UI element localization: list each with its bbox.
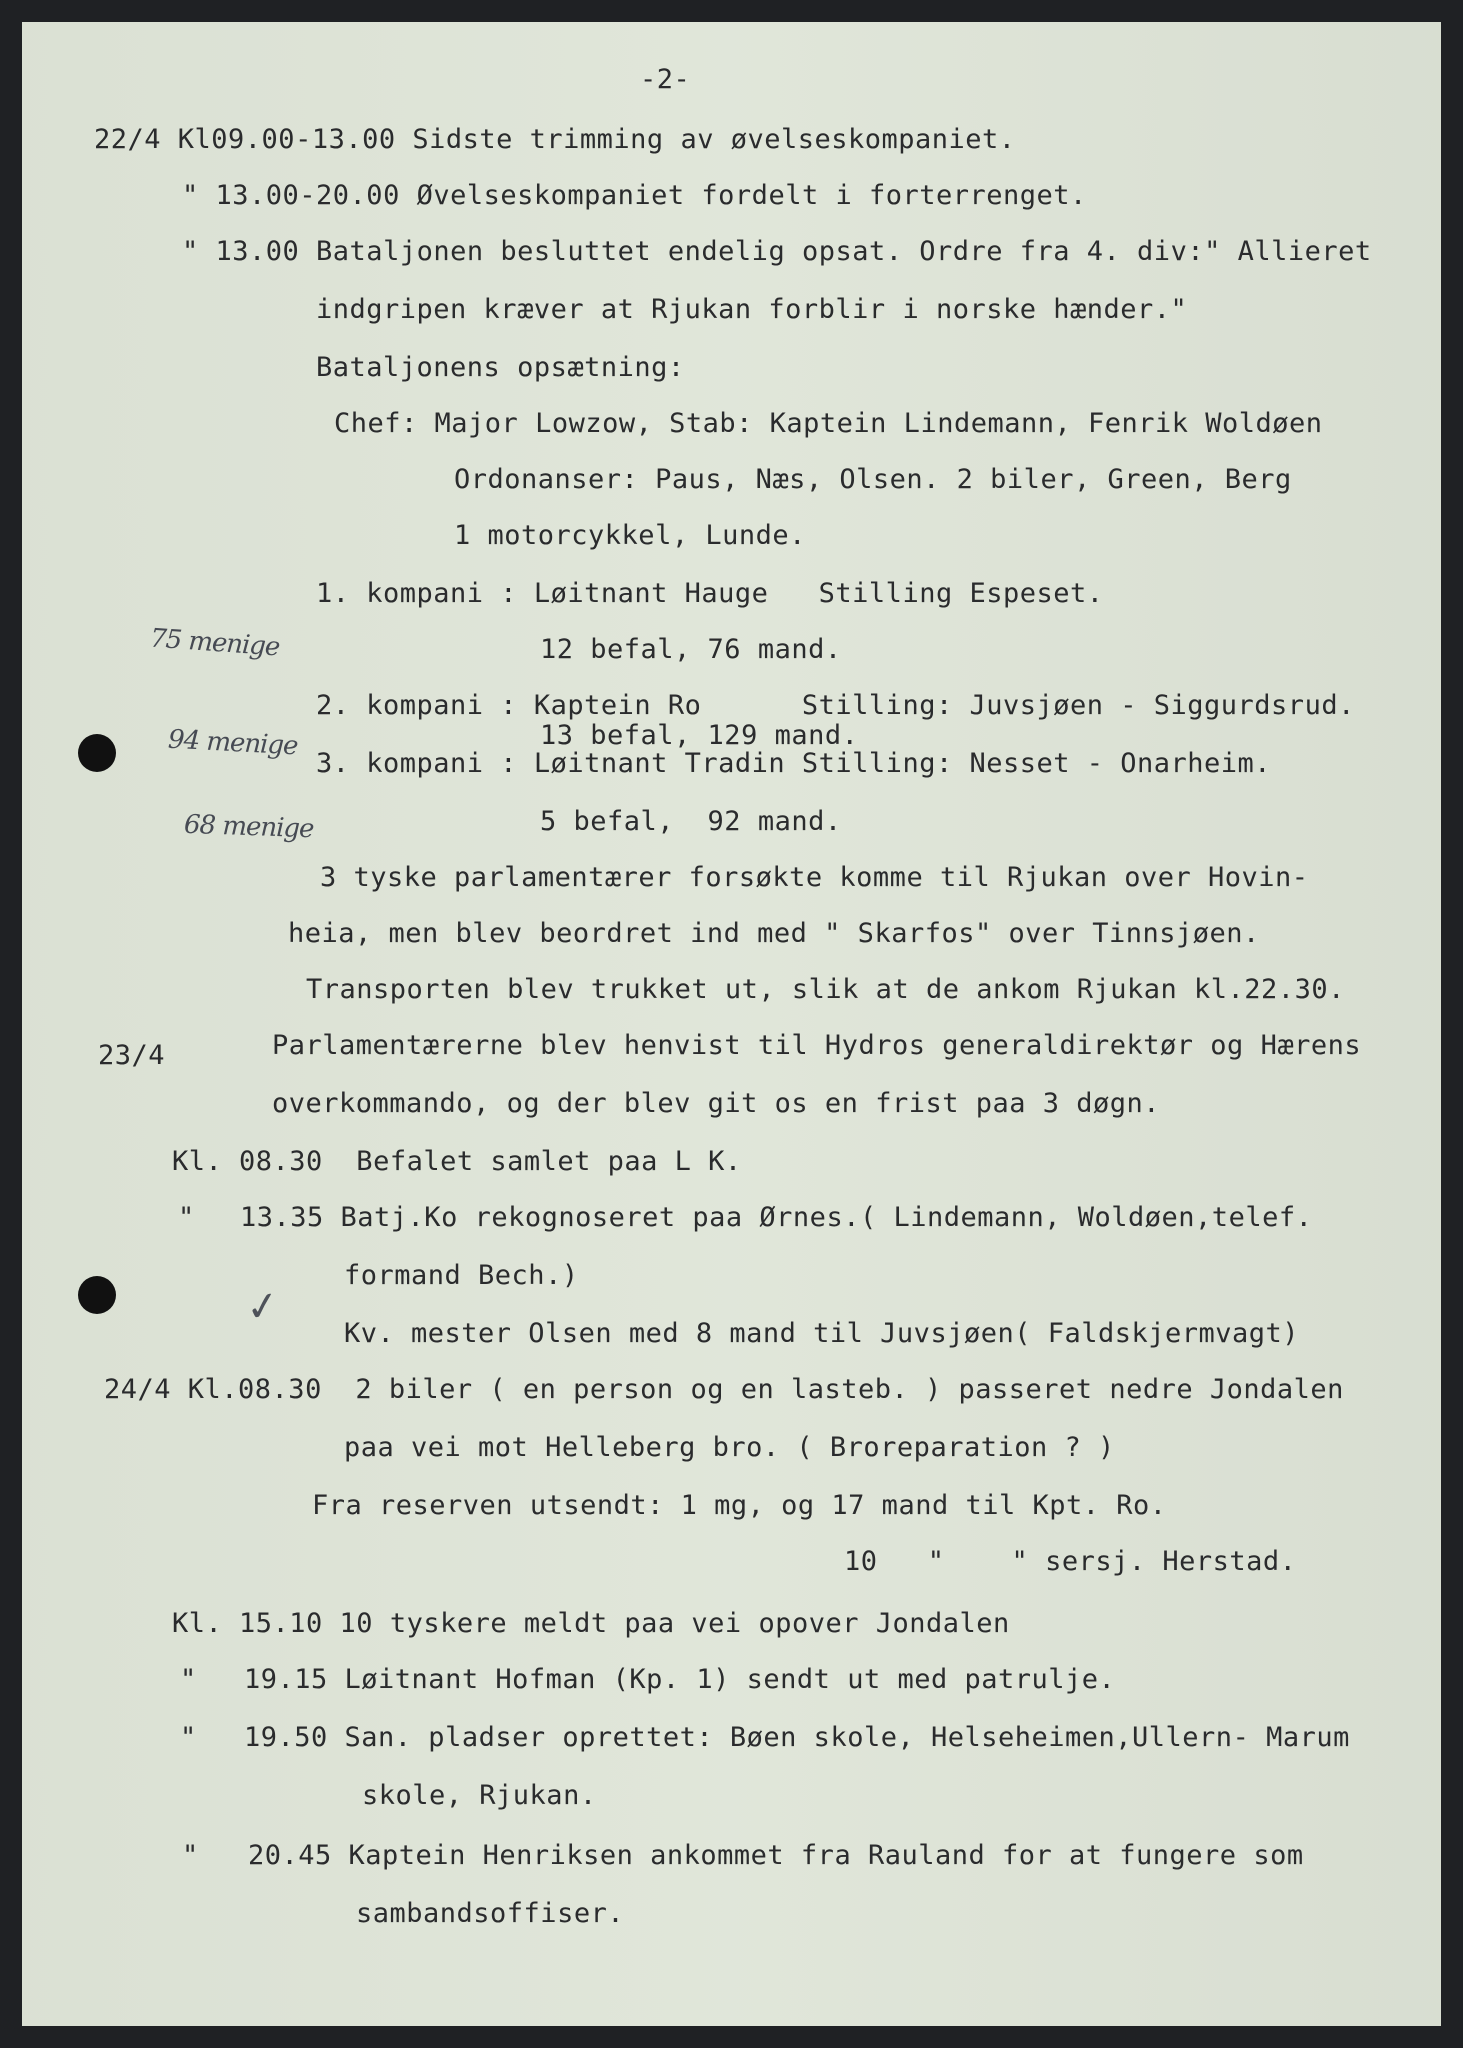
text-line: Fra reserven utsendt: 1 mg, og 17 mand til Kpt. Ro.	[312, 1490, 1167, 1521]
text-line: "	[180, 1722, 197, 1753]
text-line: 12 befal, 76 mand.	[540, 634, 842, 665]
text-line: Transporten blev trukket ut, slik at de ankom Rjukan kl.22.30.	[306, 974, 1345, 1005]
text-line: overkommando, og der blev git os en frist paa 3 døgn.	[272, 1088, 1161, 1119]
text-line: 1. kompani : Løitnant Hauge Stilling Espeset.	[316, 578, 1104, 609]
text-line: paa vei mot Helleberg bro. ( Broreparation ? )	[344, 1432, 1115, 1463]
text-line: 13 befal, 129 mand.	[540, 720, 859, 751]
page-number: -2-	[640, 64, 691, 95]
text-line: 24/4 Kl.08.30 2 biler ( en person og en lasteb. ) passeret nedre Jondalen	[104, 1374, 1344, 1405]
margin-note: 75 menige	[149, 623, 281, 663]
text-line: 3 tyske parlamentærer forsøkte komme til Rjukan over Hovin-	[320, 862, 1309, 893]
text-line: Chef: Major Lowzow, Stab: Kaptein Lindemann, Fenrik Woldøen	[334, 408, 1323, 439]
text-line: Parlamentærerne blev henvist til Hydros generaldirektør og Hærens	[272, 1030, 1362, 1061]
document-page	[22, 22, 1441, 2026]
text-line: " 13.00-20.00 Øvelseskompaniet fordelt i forterrenget.	[182, 180, 1087, 211]
text-line: "	[178, 1202, 195, 1233]
check-mark-icon: ✓	[242, 1281, 283, 1333]
text-line: " 13.00 Bataljonen besluttet endelig opsat. Ordre fra 4. div:" Allieret	[182, 236, 1372, 267]
text-line: 23/4	[98, 1040, 166, 1071]
text-line: 5 befal, 92 mand.	[540, 806, 842, 837]
text-line: formand Bech.)	[344, 1260, 579, 1291]
text-line: 10 " " sersj. Herstad.	[844, 1546, 1297, 1577]
punch-hole	[78, 1276, 116, 1314]
text-line: Kl. 15.10 10 tyskere meldt paa vei opover Jondalen	[172, 1608, 1010, 1639]
text-line: Ordonanser: Paus, Næs, Olsen. 2 biler, Green, Berg	[454, 464, 1292, 495]
text-line: sambandsoffiser.	[356, 1898, 625, 1929]
text-line: Bataljonens opsætning:	[316, 352, 685, 383]
margin-note: 68 menige	[183, 809, 314, 845]
text-line: 13.35 Batj.Ko rekognoseret paa Ørnes.( Lindemann, Woldøen,telef.	[240, 1202, 1313, 1233]
margin-note: 94 menige	[167, 724, 299, 762]
text-line: 3. kompani : Løitnant Tradin Stilling: Nesset - Onarheim.	[316, 748, 1272, 779]
text-line: "	[180, 1664, 197, 1695]
text-line: Kv. mester Olsen med 8 mand til Juvsjøen( Faldskjermvagt)	[344, 1318, 1300, 1349]
text-line: heia, men blev beordret ind med " Skarfos" over Tinnsjøen.	[288, 918, 1260, 949]
text-line: indgripen kræver at Rjukan forblir i norske hænder."	[316, 294, 1188, 325]
text-line: 19.50 San. pladser oprettet: Bøen skole, Helseheimen,Ullern- Marum	[244, 1722, 1350, 1753]
punch-hole	[78, 734, 116, 772]
text-line: Kl. 08.30 Befalet samlet paa L K.	[172, 1146, 742, 1177]
text-line: 22/4 Kl09.00-13.00 Sidste trimming av øvelseskompaniet.	[94, 124, 1016, 155]
text-line: "	[182, 1840, 199, 1871]
text-line: skole, Rjukan.	[362, 1780, 597, 1811]
text-line: 2. kompani : Kaptein Ro Stilling: Juvsjøen - Siggurdsrud.	[316, 690, 1355, 721]
text-line: 20.45 Kaptein Henriksen ankommet fra Rauland for at fungere som	[248, 1840, 1304, 1871]
text-line: 1 motorcykkel, Lunde.	[454, 520, 806, 551]
text-line: 19.15 Løitnant Hofman (Kp. 1) sendt ut med patrulje.	[244, 1664, 1116, 1695]
